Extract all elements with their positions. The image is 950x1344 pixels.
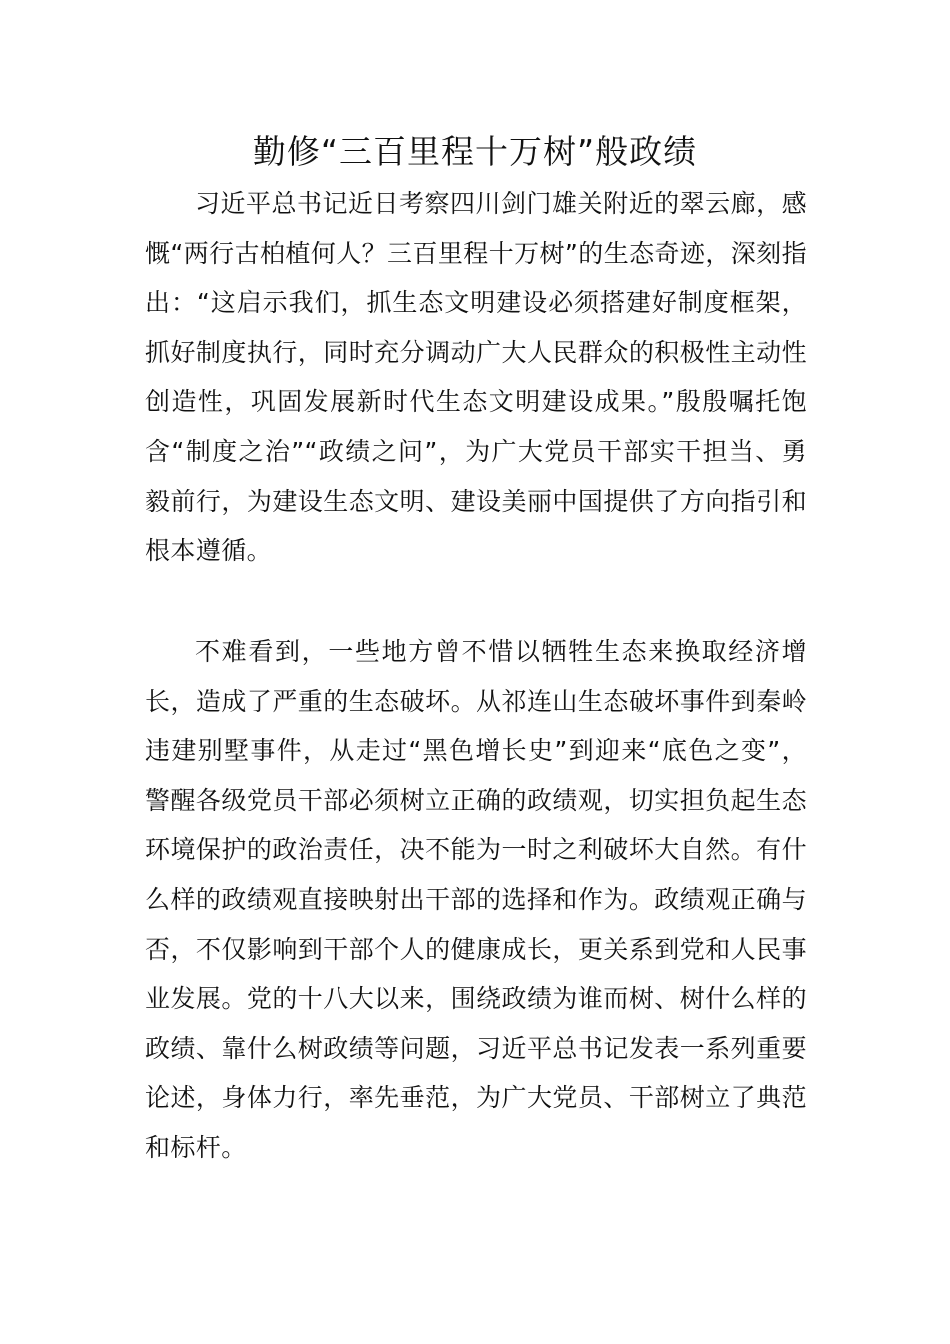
document-title: 勤修“三百里程十万树”般政绩: [252, 132, 698, 171]
paragraph-2: 不难看到，一些地方曾不惜以牺牲生态来换取经济增长，造成了严重的生态破坏。从祁连山生态破坏事件到秦岭违建别墅事件，从走过“黑色增长史”到迎来“底色之变”，警醒各级党员干部必须树立正确的政绩观，切实担负起生态环境保护的政治责任，决不能为一时之利破坏大自然。有什么样的政绩观直接映射出干部的选择和作为。政绩观正确与否，不仅影响到干部个人的健康成长，更关系到党和人民事业发展。党的十八大以来，围绕政绩为谁而树、树什么样的政绩、靠什么树政绩等问题，习近平总书记发表一系列重要论述，身体力行，率先垂范，为广大党员、干部树立了典范和标杆。: [145, 637, 807, 1162]
paragraph-1: 习近平总书记近日考察四川剑门雄关附近的翠云廊，感慨“两行古柏植何人？三百里程十万树”的生态奇迹，深刻指出：“这启示我们，抓生态文明建设必须搭建好制度框架，抓好制度执行，同时充分调动广大人民群众的积极性主动性创造性，巩固发展新时代生态文明建设成果。”殷殷嘱托饱含“制度之治”“政绩之问”，为广大党员干部实干担当、勇毅前行，为建设生态文明、建设美丽中国提供了方向指引和根本遵循。: [145, 189, 807, 566]
